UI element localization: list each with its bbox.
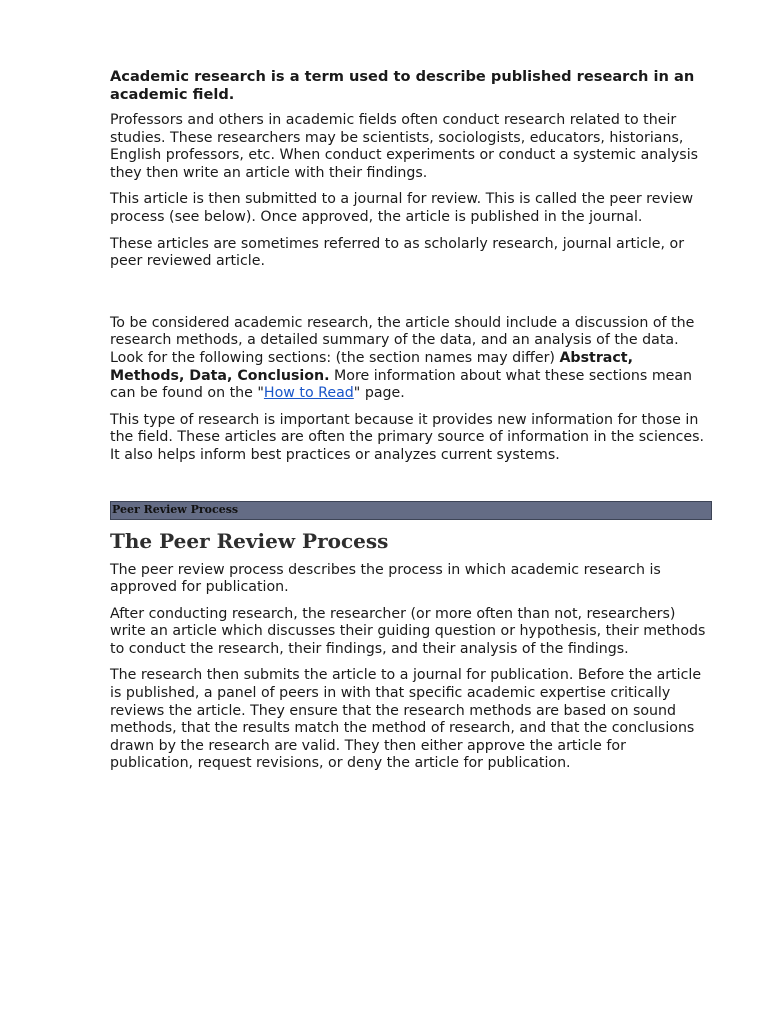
- components-paragraph-1: [110, 315, 712, 403]
- intro-paragraph-2: This article is then submitted to a journal for review. This is called the peer review process (see below). Once approved, the article is published in the journal.: [110, 191, 694, 225]
- peer-review-heading: The Peer Review Process: [110, 528, 389, 553]
- components-text-after: More information about what these sections mean can be found on the ": [110, 367, 693, 402]
- components-text-before: To be considered academic research, the article should include a discussion of the research methods, a detailed summary of the data, and an analysis of the data. Look for the following sections: (the section names may differ): [110, 314, 695, 366]
- peer-review-paragraph-2: After conducting research, the researcher (or more often than not, researchers) write an article which discusses their guiding question or hypothesis, their methods to conduct the research, their findings, and their analysis of the findings.: [110, 605, 706, 657]
- peer-review-paragraph-1: The peer review process describes the process in which academic research is approved for publication.: [110, 561, 661, 596]
- intro-paragraph-1: Professors and others in academic fields often conduct research related to their studies. These researchers may be scientists, sociologists, educators, historians, English professors, etc. When conduct experiments or conduct a systemic analysis they then write an article with their findings.: [110, 112, 699, 181]
- components-text-end: " page.: [353, 385, 405, 402]
- spacer: [110, 474, 712, 501]
- page-content: [110, 68, 712, 782]
- section-names-bold: Abstract, Methods, Data, Conclusion.: [110, 349, 633, 384]
- how-to-read-link[interactable]: How to Read: [263, 385, 354, 402]
- intro-lead: Academic research is a term used to describe published research in an academic field.: [110, 68, 695, 103]
- intro-paragraph-3: These articles are sometimes referred to as scholarly research, journal article, or peer reviewed article.: [110, 235, 685, 270]
- section-banner: Peer Review Process: [110, 501, 712, 520]
- spacer: [110, 280, 712, 315]
- peer-review-paragraph-3: The research then submits the article to a journal for publication. Before the article is published, a panel of peers in with that specific academic expertise critically reviews the article. They ensure that the research methods are based on sound methods, that the results match the method of research, and that the conclusions drawn by the research are valid. They then either approve the article for publication, request revisions, or deny the article for publication.: [110, 667, 702, 772]
- components-paragraph-2: This type of research is important because it provides new information for those in the field. These articles are often the primary source of information in the sciences. It also helps inform best practices or analyzes current systems.: [110, 411, 705, 463]
